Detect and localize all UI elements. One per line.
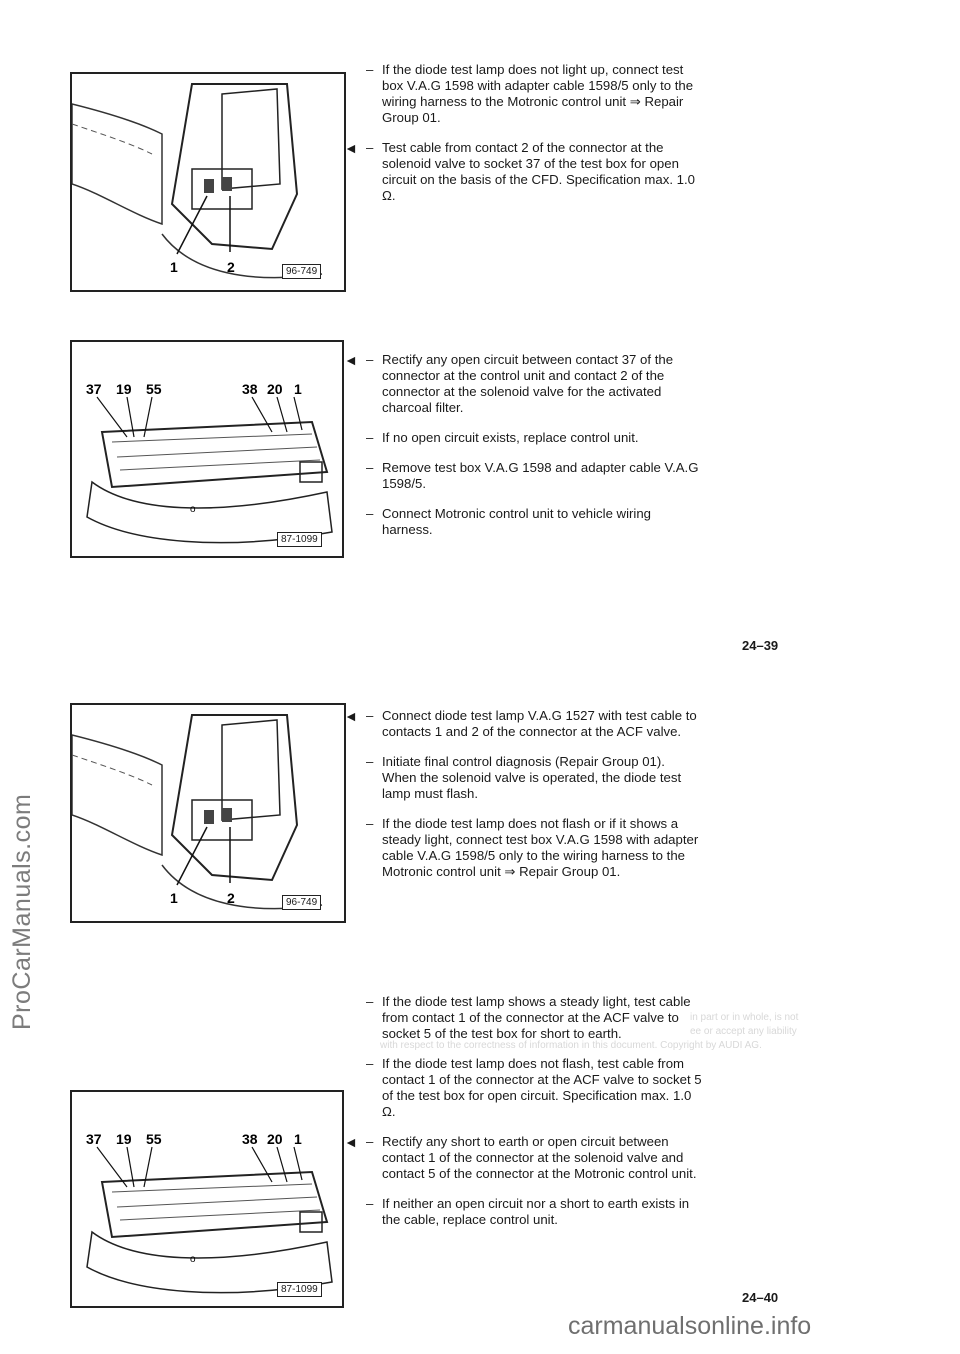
instruction-item: – If the diode test lamp does not flash or if it shows a steady light, connect test box V.A.G 1598 with adapter cable V.A.G 1598/5 only to the wiring harness to the Motronic control unit ⇒ Repair Group 01. [366, 816, 699, 879]
faint-notice: in part or in whole, is not [690, 1012, 799, 1023]
instruction-text: Remove test box V.A.G 1598 and adapter cable V.A.G 1598/5. [382, 460, 699, 491]
instruction-text: If neither an open circuit nor a short to earth exists in the cable, replace control unit. [382, 1196, 690, 1227]
fig2-label-38: 38 [242, 381, 258, 397]
svg-text:o: o [190, 504, 196, 515]
fig3-label-2: 2 [227, 890, 235, 906]
arrow-left-icon: ◄ [344, 1134, 358, 1150]
instruction-text: Test cable from contact 2 of the connector at the solenoid valve to socket 37 of the test box for open circuit on the basis of the CFD. Specification max. 1.0 Ω. [382, 140, 695, 203]
faint-notice: ee or accept any liability [690, 1026, 797, 1037]
figure-code: 96-749 [282, 895, 321, 910]
instruction-text: If the diode test lamp does not flash, test cable from contact 1 of the connector at the ACF valve to socket 5 of the test box for open circuit. Specification max. 1.0 Ω. [382, 1056, 702, 1119]
connector-illustration [72, 74, 344, 290]
fig4-label-20: 20 [267, 1131, 283, 1147]
instruction-text: Connect Motronic control unit to vehicle wiring harness. [382, 506, 652, 537]
fig4-label-38: 38 [242, 1131, 258, 1147]
figure-code: 87-1099 [277, 532, 322, 547]
fig2-label-1: 1 [294, 381, 302, 397]
instruction-block-3 [344, 708, 702, 894]
instruction-block-2 [344, 352, 702, 552]
instruction-text: Rectify any open circuit between contact 37 of the connector at the control unit and contact 2 of the connector at the solenoid valve for the activated charcoal filter. [382, 352, 674, 415]
control-unit-illustration [72, 1092, 342, 1306]
figure-code: 87-1099 [277, 1282, 322, 1297]
arrow-left-icon: ◄ [344, 352, 358, 368]
connector-illustration [72, 705, 344, 921]
instruction-block-4 [344, 994, 702, 1242]
instruction-text: If the diode test lamp does not light up, connect test box V.A.G 1598 with adapter cable 1598/5 only to the wiring harness to the Motronic control unit ⇒ Repair Group 01. [382, 62, 694, 125]
instruction-text: Rectify any short to earth or open circuit between contact 1 of the connector at the solenoid valve and contact 5 of the connector at the Motronic control unit. [382, 1134, 697, 1181]
bottom-watermark: carmanualsonline.info [568, 1312, 812, 1340]
page-number: 24–40 [742, 1290, 779, 1305]
arrow-left-icon: ◄ [344, 140, 358, 156]
instruction-text: Initiate final control diagnosis (Repair Group 01). When the solenoid valve is operated, the diode test lamp must flash. [382, 754, 682, 801]
figure-connector-2 [70, 703, 346, 923]
figure-connector-1 [70, 72, 346, 292]
fig2-label-20: 20 [267, 381, 283, 397]
instruction-item: – If no open circuit exists, replace control unit. [366, 430, 639, 445]
instruction-block-1 [344, 62, 702, 218]
svg-text:o: o [190, 1254, 196, 1265]
instruction-text: If the diode test lamp shows a steady light, test cable from contact 1 of the connector at the ACF valve to socket 5 of the test box for short to earth. [382, 994, 691, 1041]
fig2-label-19: 19 [116, 381, 132, 397]
instruction-text: If the diode test lamp does not flash or if it shows a steady light, connect test box V.A.G 1598 with adapter cable V.A.G 1598/5 only to the wiring harness to the Motronic control unit ⇒ Repair Group 01. [382, 816, 699, 879]
instruction-item: – Initiate final control diagnosis (Repair Group 01). When the solenoid valve is operated, the diode test lamp must flash. [366, 754, 682, 801]
instruction-item: – If neither an open circuit nor a short to earth exists in the cable, replace control unit. [366, 1196, 690, 1227]
figure-control-unit-1 [70, 340, 344, 558]
fig4-label-1: 1 [294, 1131, 302, 1147]
fig4-label-55: 55 [146, 1131, 162, 1147]
fig2-label-37: 37 [86, 381, 102, 397]
faint-notice: with respect to the correctness of information in this document. Copyright by AUDI AG. [380, 1040, 762, 1051]
fig4-label-37: 37 [86, 1131, 102, 1147]
fig2-label-55: 55 [146, 381, 162, 397]
instruction-item: – If the diode test lamp shows a steady light, test cable from contact 1 of the connector at the ACF valve to socket 5 of the test box for short to earth. [366, 994, 691, 1041]
side-watermark: ProCarManuals.com [8, 793, 36, 1030]
fig1-label-2: 2 [227, 259, 235, 275]
instruction-item: – If the diode test lamp does not flash, test cable from contact 1 of the connector at the ACF valve to socket 5 of the test box for open circuit. Specification max. 1.0 Ω. [366, 1056, 702, 1119]
fig1-label-1: 1 [170, 259, 178, 275]
instruction-item: ◄ – Test cable from contact 2 of the connector at the solenoid valve to socket 37 of the test box for open circuit on the basis of the CFD. Specification max. 1.0 Ω. [344, 140, 695, 203]
fig4-label-19: 19 [116, 1131, 132, 1147]
instruction-item: – Remove test box V.A.G 1598 and adapter cable V.A.G 1598/5. [366, 460, 699, 491]
figure-control-unit-2 [70, 1090, 344, 1308]
instruction-text: Connect diode test lamp V.A.G 1527 with test cable to contacts 1 and 2 of the connector at the ACF valve. [382, 708, 697, 739]
instruction-item: – Connect Motronic control unit to vehicle wiring harness. [366, 506, 652, 537]
control-unit-illustration [72, 342, 342, 556]
figure-code: 96-749 [282, 264, 321, 279]
instruction-item: ◄ – Rectify any short to earth or open circuit between contact 1 of the connector at the solenoid valve and contact 5 of the connector at the Motronic control unit. [344, 1134, 697, 1181]
arrow-left-icon: ◄ [344, 708, 358, 724]
instruction-item: ◄ – Connect diode test lamp V.A.G 1527 with test cable to contacts 1 and 2 of the connector at the ACF valve. [344, 708, 697, 739]
fig3-label-1: 1 [170, 890, 178, 906]
instruction-text: If no open circuit exists, replace control unit. [382, 430, 639, 445]
instruction-item: – If the diode test lamp does not light up, connect test box V.A.G 1598 with adapter cable 1598/5 only to the wiring harness to the Motronic control unit ⇒ Repair Group 01. [366, 62, 694, 125]
instruction-item: ◄ – Rectify any open circuit between contact 37 of the connector at the control unit and contact 2 of the connector at the solenoid valve for the activated charcoal filter. [344, 352, 674, 415]
page-number: 24–39 [742, 638, 779, 653]
